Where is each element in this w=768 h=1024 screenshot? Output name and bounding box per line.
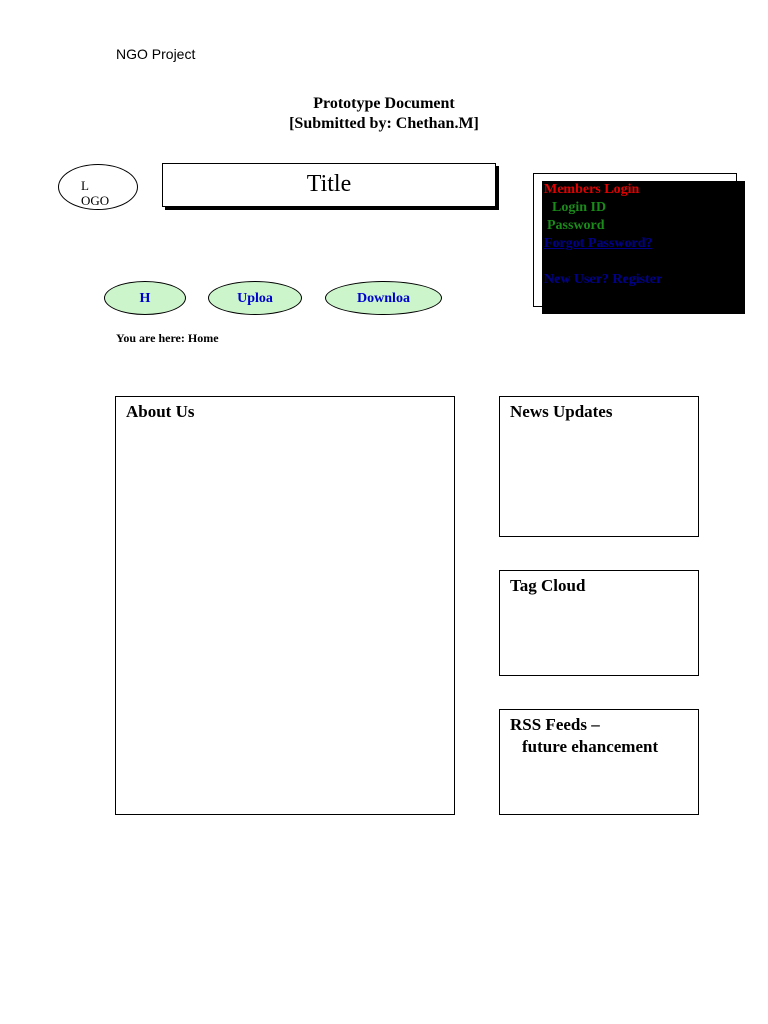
password-label[interactable]: Password	[547, 218, 605, 233]
rss-feeds-panel	[499, 709, 699, 815]
news-updates-title: News Updates	[510, 402, 613, 421]
login-heading: Members Login	[544, 182, 640, 197]
login-id-label[interactable]: Login ID	[552, 200, 607, 215]
site-title-box	[162, 163, 496, 207]
site-title: Title	[306, 171, 352, 197]
document-heading	[0, 94, 768, 134]
about-us-panel	[115, 396, 455, 815]
rss-feeds-subtitle: future ehancement	[522, 737, 659, 756]
document-subtitle: [Submitted by: Chethan.M]	[289, 115, 479, 132]
logo-text-line2: OGO	[81, 193, 110, 208]
logo-text-line1: L	[81, 178, 89, 193]
rss-feeds-title: RSS Feeds –	[510, 715, 600, 734]
members-login-panel	[542, 181, 745, 314]
about-us-title: About Us	[126, 402, 195, 421]
nav-upload-button[interactable]: Uploa	[208, 281, 302, 315]
logo-placeholder	[58, 164, 138, 210]
nav-download-button[interactable]: Downloa	[325, 281, 442, 315]
tag-cloud-title: Tag Cloud	[510, 576, 586, 595]
register-link[interactable]: New User? Register	[544, 272, 663, 287]
news-updates-panel	[499, 396, 699, 537]
project-label: NGO Project	[116, 46, 196, 62]
breadcrumb: You are here: Home	[116, 331, 219, 345]
tag-cloud-panel	[499, 570, 699, 676]
forgot-password-link[interactable]: Forgot Password?	[544, 236, 653, 251]
document-title: Prototype Document	[313, 95, 455, 112]
nav-home-button[interactable]: H	[104, 281, 186, 315]
